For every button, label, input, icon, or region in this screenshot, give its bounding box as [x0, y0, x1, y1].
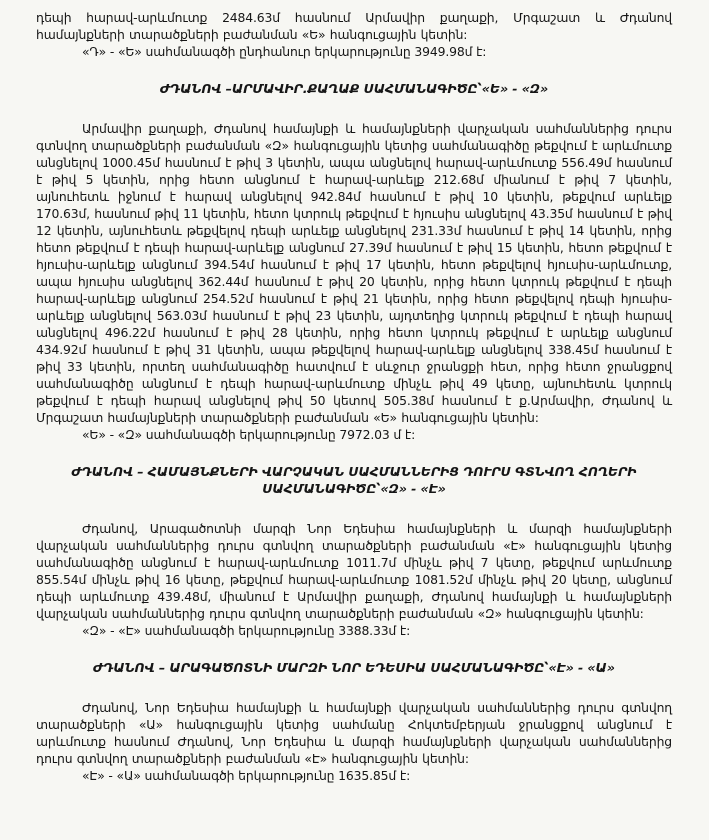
- section-heading-zhdanov-nor-yedesia: ԺԴԱՆՈՎ – ԱՐԱԳԱԾՈՏՆԻ ՄԱՐԶԻ ՆՈՐ ԵԴԵՍԻԱ ՍԱՀՄԱՆԱԳԻԾԸ՝«Է» - «Ա»: [93, 660, 615, 675]
- section-body-zhdanov-nor-yedesia: Ժդանով, Նոր Եդեսիա համայնքի և համայնքի վարչական սահմաններից դուրս գտնվող տարածքների «Ա» հանգուցային կետից սահմանը Հոկտեմբերյան ջրանցքով անցնում է արևմուտք հասնում Ժդանով, Նոր Եդեսիա և մարզի համայնքների վարչական սահմաններից դուրս գտնվող տարածքների բաժանման «Է» հանգուցային կետին:: [36, 700, 672, 766]
- intro-boundary-length-line: «Դ» - «Ե» սահմանագծի ընդհանուր երկարությունը 3949.98մ է:: [82, 44, 487, 59]
- section-heading-zhdanov-outside-lands: ԺԴԱՆՈՎ – ՀԱՄԱՅՆՔՆԵՐԻ ՎԱՐՉԱԿԱՆ ՍԱՀՄԱՆՆԵՐԻՑ ԴՈՒՐՍ ԳՏՆՎՈՂ ՀՈՂԵՐԻ ՍԱՀՄԱՆԱԳԻԾԸ՝«Զ» - «Է»: [71, 464, 637, 496]
- section-length-line-zhdanov-armavir: «Ե» - «Զ» սահմանագծի երկարությունը 7972.03 մ է:: [82, 427, 416, 442]
- section-body-zhdanov-outside-lands: Ժդանով, Արագածոտնի մարզի Նոր Եդեսիա համայնքների և մարզի համայնքների վարչական սահմաններից դուրս գտնվող տարածքների բաժանման «Է» հանգուցային կետից սահմանագիծը անցնում է հարավ-արևմուտք 1011.7մ մինչև թիվ 7 կետը, թեքվում արևմուտք 855.54մ մինչև թիվ 16 կետը, թեքվում հարավ-արևմուտք 1081.52մ մինչև թիվ 20 կետը, անցնում դեպի արևմուտք 439.48մ, միանում է Արմավիր քաղաքի, Ժդանով համայնքի և համայնքների վարչական սահմաններից դուրս գտնվող տարածքների բաժանման «Զ» հանգուցային կետին:: [36, 521, 672, 621]
- section-length-line-zhdanov-outside-lands: «Զ» - «Է» սահմանագծի երկարությունը 3388.33մ է:: [82, 623, 411, 638]
- section-body-zhdanov-armavir: Արմավիր քաղաքի, Ժդանով համայնքի և համայնքների վարչական սահմաններից դուրս գտնվող տարածքների բաժանման «Զ» հանգուցային կետից սահմանագիծը թեքվում է արևմուտք անցնելով 1000.45մ հասնում է թիվ 3 կետին, ապա անցնելով հարավ-արևմուտք 556.49մ հասնում է թիվ 5 կետին, որից հետո անցնում է հարավ-արևելք 212.68մ միանում է թիվ 7 կետին, այնուհետև իջնում է հարավ անցնելով 942.84մ հասնում է թիվ 10 կետին, թեքվում արևելք 170.63մ, հասնում թիվ 11 կետին, հետո կտրուկ թեքվում է հյուսիս անցնելով 43.35մ հասնում է թիվ 12 կետին, այնուհետև թեքվելով դեպի արևելք անցնելով 231.33մ հասնում է թիվ 14 կետին, որից հետո թեքվում է դեպի հարավ-արևելք անցնում 27.39մ հասնում է թիվ 15 կետին, հետո թեքվում է հյուսիս-արևելք անցնում 394.54մ հասնում է թիվ 17 կետին, հետո թեքվելով հյուսիս-արևմուտք, ապա հյուսիս անցնելով 362.44մ հասնում է թիվ 20 կետին, որից հետո կտրուկ թեքվում է դեպի հարավ-արևելք անցնում 254.52մ հասնում է թիվ 21 կետին, որից հետո թեքվելով դեպի հյուսիս-արևելք անցնելով 563.03մ հասնում է թիվ 23 կետին, այդտեղից կտրուկ թեքվում է դեպի հարավ անցնելով 496.22մ հասնում է թիվ 28 կետին, որից հետո կտրուկ թեքվում է արևելք անցնում 434.92մ հասնում է թիվ 31 կետին, ապա թեքվելով հարավ-արևելք անցնելով 338.45մ հասնում է թիվ 33 կետին, որտեղ սահմանագիծը հատվում է սևջուր ջրանցքի հետ, որից հետո ջրանցքով սահմանագիծը անցնում է դեպի հարավ-արևմուտք մինչև թիվ 49 կետը, այնուհետև կտրուկ թեքվում է դեպի հարավ անցնելով թիվ 50 կետով 505.38մ հասնում է ք.Արմավիր, Ժդանով և Մրգաշատ համայնքների տարածքների բաժանման «Ե» հանգուցային կետին:: [36, 121, 672, 425]
- section-length-line-zhdanov-nor-yedesia: «Է» - «Ա» սահմանագծի երկարությունը 1635.85մ է:: [82, 768, 411, 783]
- section-heading-zhdanov-armavir: ԺԴԱՆՈՎ –ԱՐՄԱՎԻՐ.ՔԱՂԱՔ ՍԱՀՄԱՆԱԳԻԾԸ՝«Ե» - «Զ»: [159, 81, 549, 96]
- intro-paragraph: դեպի հարավ-արևմուտք 2484.63մ հասնում Արմավիր քաղաքի, Մրգաշատ և Ժդանով համայնքների տարածքների բաժանման «Ե» հանգուցային կետին:: [36, 10, 672, 42]
